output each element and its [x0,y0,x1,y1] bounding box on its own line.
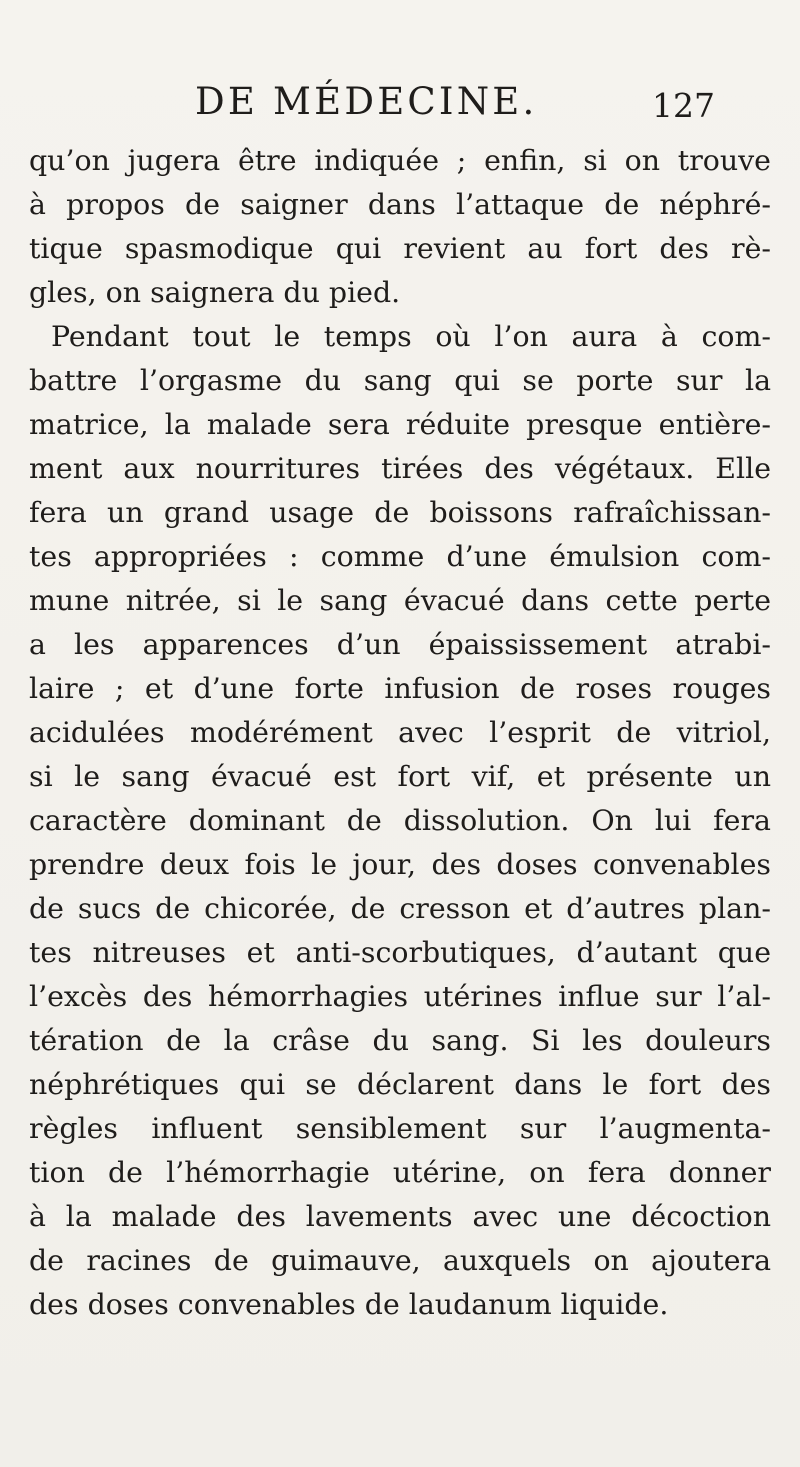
text-line: si le sang évacué est fort vif, et présente un [29,760,771,793]
text-line: gles, on saignera du pied. [29,276,401,309]
text-line: des doses convenables de laudanum liquide. [29,1288,669,1321]
text-line: à propos de saigner dans l’attaque de néphré- [29,188,771,221]
text-line: l’excès des hémorrhagies utérines influe sur l’al- [29,980,771,1013]
text-line: tion de l’hémorrhagie utérine, on fera donner [29,1156,771,1189]
body-text [29,139,771,1439]
text-line: néphrétiques qui se déclarent dans le fort des [29,1068,771,1101]
text-line: tique spasmodique qui revient au fort des rè- [29,232,771,265]
text-line: laire ; et d’une forte infusion de roses rouges [29,672,771,705]
text-line: fera un grand usage de boissons rafraîchissan- [29,496,771,529]
text-line: mune nitrée, si le sang évacué dans cette perte [29,584,771,617]
text-line: acidulées modérément avec l’esprit de vitriol, [29,716,771,749]
page-number: 127 [652,86,715,125]
text-line: caractère dominant de dissolution. On lui fera [29,804,771,837]
text-line: ment aux nourritures tirées des végétaux. Elle [29,452,771,485]
text-line: à la malade des lavements avec une décoction [29,1200,771,1233]
paragraph-start-line: Pendant tout le temps où l’on aura à com- [51,320,771,353]
text-line: règles influent sensiblement sur l’augmenta- [29,1112,771,1145]
running-title: DE MÉDECINE. [195,80,538,123]
text-line: tération de la crâse du sang. Si les douleurs [29,1024,771,1057]
text-line: tes appropriées : comme d’une émulsion com- [29,540,771,573]
text-line: tes nitreuses et anti-scorbutiques, d’autant que [29,936,771,969]
text-line: de sucs de chicorée, de cresson et d’autres plan- [29,892,771,925]
text-line: battre l’orgasme du sang qui se porte sur la [29,364,771,397]
text-line: a les apparences d’un épaississement atrabi- [29,628,771,661]
running-head [195,78,715,126]
text-line: de racines de guimauve, auxquels on ajoutera [29,1244,771,1277]
text-line: qu’on jugera être indiquée ; enfin, si on trouve [29,144,771,177]
text-line: prendre deux fois le jour, des doses convenables [29,848,771,881]
text-line: matrice, la malade sera réduite presque entière- [29,408,771,441]
